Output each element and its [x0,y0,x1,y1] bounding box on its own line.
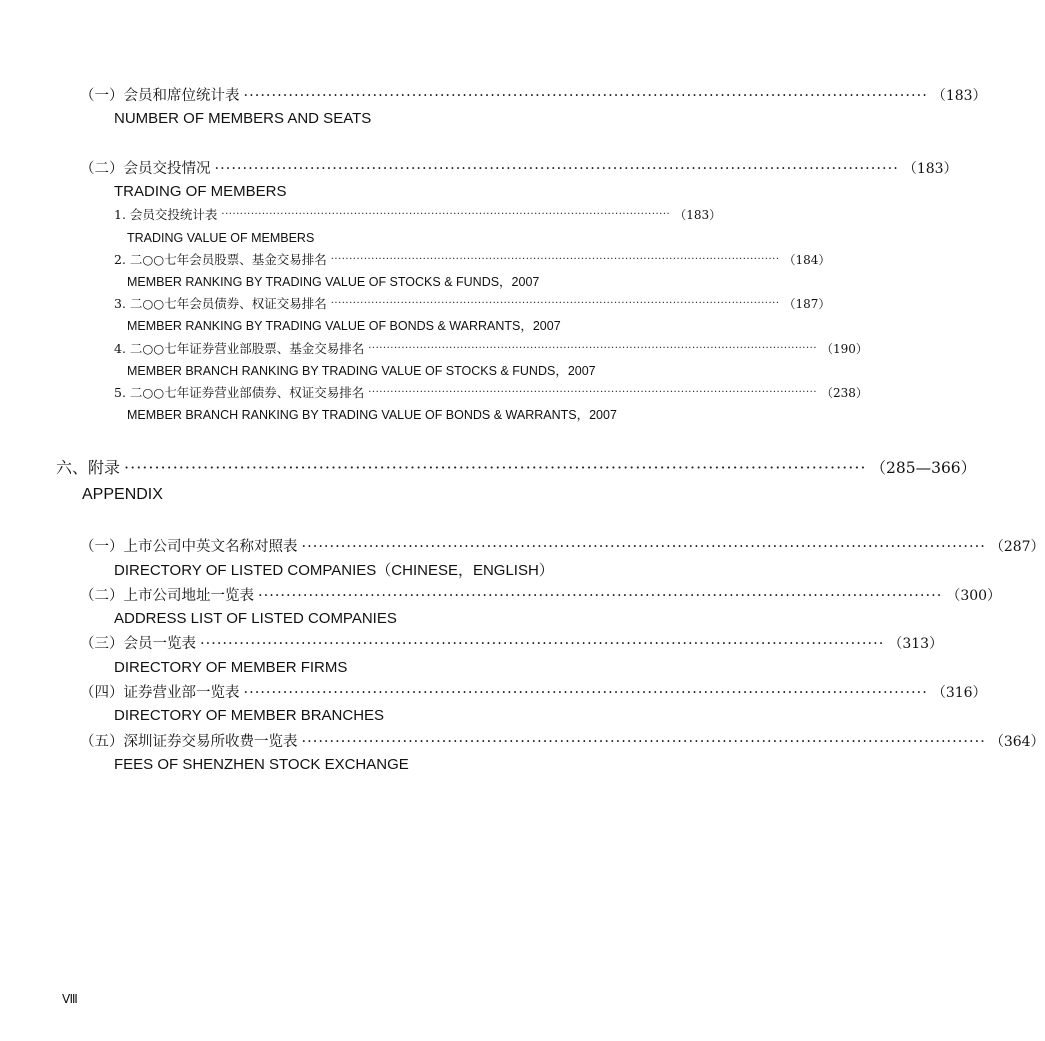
toc-entry-english: FEES OF SHENZHEN STOCK EXCHANGE [114,756,409,773]
toc-entry-member-seats [80,85,987,107]
toc-entry-page: （300） [946,588,1002,604]
toc-entry-english: MEMBER BRANCH RANKING BY TRADING VALUE OF STOCKS & FUNDS，2007 [127,364,596,378]
toc-entry-title: 2. 二○○七年会员股票、基金交易排名 [114,252,327,267]
toc-entry-english: MEMBER BRANCH RANKING BY TRADING VALUE OF BONDS & WARRANTS，2007 [127,408,617,422]
toc-entry-member-trading [80,158,958,180]
toc-entry-title: （五）深圳证券交易所收费一览表 [80,734,298,750]
toc-chapter-appendix [56,456,977,480]
toc-entry-title: 1. 会员交投统计表 [114,207,218,222]
toc-entry-listed-companies [80,536,1045,558]
dot-leader: ·························································································································· [330,298,780,309]
dot-leader: ·························································································································· [368,387,818,398]
toc-subentry-1 [114,206,722,224]
toc-subentry-5 [114,384,868,402]
toc-entry-english: DIRECTORY OF MEMBER BRANCHES [114,707,385,724]
toc-entry-page: （187） [783,297,831,311]
toc-entry-title: 3. 二○○七年会员债券、权证交易排名 [114,296,327,311]
page-folio: Ⅷ [62,992,77,1006]
toc-entry-page: （364） [989,734,1045,750]
toc-entry-fees [80,731,1045,753]
toc-entry-english: DIRECTORY OF MEMBER FIRMS [114,659,348,676]
toc-entry-page: （238） [821,386,868,400]
toc-chapter-title: 六、附录 [56,458,121,477]
dot-leader: ·························································································································· [200,636,885,652]
toc-entry-page: （183） [902,161,958,177]
dot-leader: ·························································································································· [124,458,867,477]
toc-entry-english: TRADING VALUE OF MEMBERS [127,231,315,245]
toc-entry-english: ADDRESS LIST OF LISTED COMPANIES [114,610,397,627]
toc-entry-page: （184） [783,253,831,267]
toc-entry-english: TRADING OF MEMBERS [114,183,287,200]
toc-entry-page: （183） [674,208,722,222]
toc-entry-page: （190） [821,342,868,356]
toc-entry-address-list [80,585,1002,607]
toc-subentry-2 [114,251,831,269]
toc-entry-title: （一）上市公司中英文名称对照表 [80,539,298,555]
dot-leader: ·························································································································· [301,539,986,555]
toc-chapter-english: APPENDIX [82,486,163,503]
dot-leader: ·························································································································· [243,88,928,104]
toc-entry-english: DIRECTORY OF LISTED COMPANIES（CHINESE，ENGLISH） [114,562,554,579]
toc-entry-page: （287） [989,539,1045,555]
toc-entry-title: 5. 二○○七年证券营业部债券、权证交易排名 [114,385,365,400]
toc-entry-english: NUMBER OF MEMBERS AND SEATS [114,110,372,127]
toc-entry-page: （183） [931,88,987,104]
toc-subentry-4 [114,340,868,358]
toc-subentry-3 [114,295,831,313]
toc-entry-member-firms [80,633,944,655]
dot-leader: ·························································································································· [214,161,899,177]
toc-entry-title: （二）会员交投情况 [80,161,211,177]
dot-leader: ·························································································································· [301,734,986,750]
toc-entry-title: （二）上市公司地址一览表 [80,588,254,604]
dot-leader: ·························································································································· [221,209,671,220]
dot-leader: ·························································································································· [330,254,780,265]
dot-leader: ·························································································································· [368,343,818,354]
dot-leader: ·························································································································· [243,685,928,701]
dot-leader: ·························································································································· [258,588,943,604]
toc-entry-english: MEMBER RANKING BY TRADING VALUE OF STOCKS & FUNDS，2007 [127,275,540,289]
toc-entry-title: （四）证券营业部一览表 [80,685,240,701]
toc-entry-title: （一）会员和席位统计表 [80,88,240,104]
toc-entry-page: （316） [931,685,987,701]
toc-entry-member-branches [80,682,987,704]
toc-chapter-page: （285—366） [870,459,977,477]
toc-entry-title: （三）会员一览表 [80,636,196,652]
toc-entry-title: 4. 二○○七年证券营业部股票、基金交易排名 [114,341,365,356]
toc-entry-page: （313） [888,636,944,652]
toc-entry-english: MEMBER RANKING BY TRADING VALUE OF BONDS & WARRANTS，2007 [127,319,561,333]
